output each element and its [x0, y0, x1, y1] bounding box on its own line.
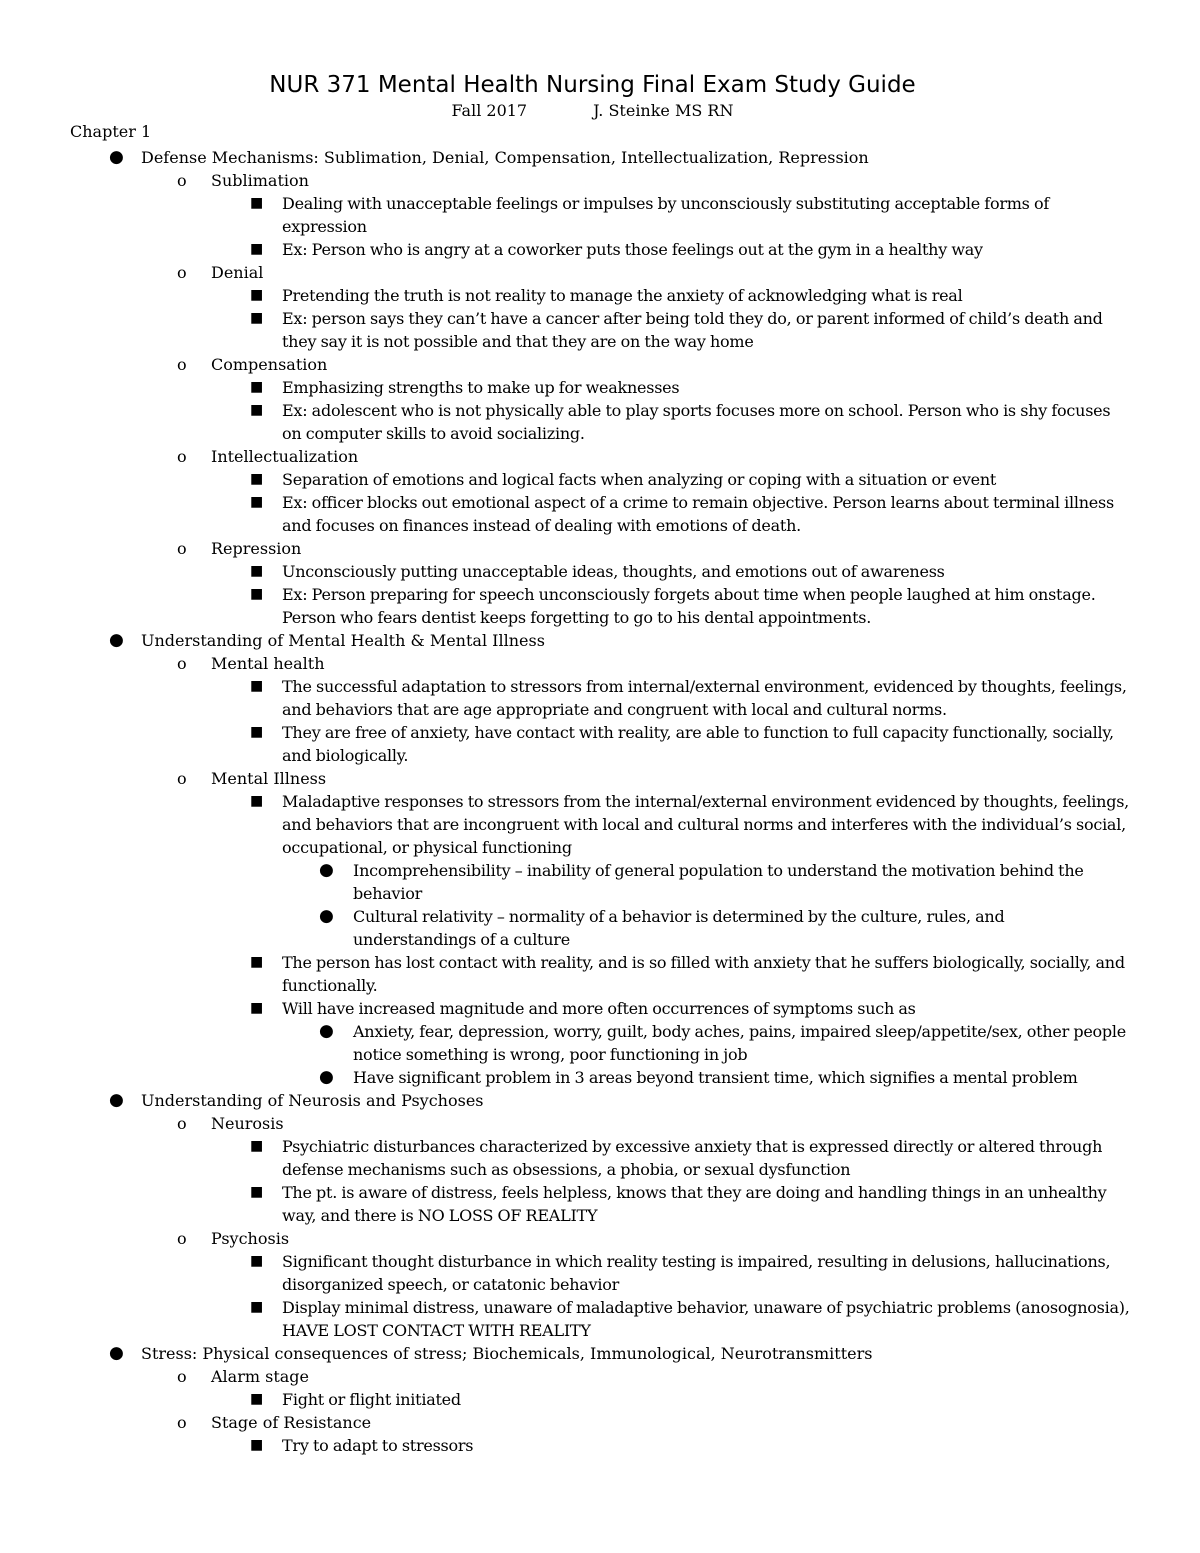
list-item	[0, 376, 1200, 399]
bullet-icon: ●	[109, 1090, 124, 1110]
list-item	[0, 399, 1200, 445]
list-item	[0, 1365, 1200, 1388]
circle-bullet-icon: o	[177, 355, 187, 374]
square-bullet-icon: ■	[250, 287, 264, 303]
circle-bullet-icon: o	[177, 171, 187, 190]
section-heading: Stress: Physical consequences of stress; Biochemicals, Immunological, Neurotransmitters	[141, 1344, 873, 1363]
square-bullet-icon: ■	[250, 379, 264, 395]
list-item	[0, 491, 1200, 537]
square-bullet-icon: ■	[250, 1253, 264, 1269]
list-item	[0, 445, 1200, 468]
bullet-icon: ●	[319, 1067, 334, 1087]
bullet-icon: ●	[109, 630, 124, 650]
list-item	[0, 652, 1200, 675]
circle-bullet-icon: o	[177, 1114, 187, 1133]
square-bullet-icon: ■	[250, 1391, 264, 1407]
subsection-heading: Compensation	[211, 355, 328, 374]
list-item-text: Ex: Person preparing for speech unconsciously forgets about time when people laughed at him onstage. Person who fears dentist keeps forgetting to go to his dental appointments.	[282, 585, 1096, 627]
chapter-heading: Chapter 1	[70, 122, 152, 141]
list-item	[0, 629, 1200, 652]
list-item-text: Ex: adolescent who is not physically able to play sports focuses more on school. Person who is shy focuses on computer skills to avoid socializing.	[282, 401, 1111, 443]
list-item	[0, 1181, 1200, 1227]
circle-bullet-icon: o	[177, 263, 187, 282]
list-item	[0, 537, 1200, 560]
list-item	[0, 951, 1200, 997]
list-item	[0, 1020, 1200, 1066]
square-bullet-icon: ■	[250, 1437, 264, 1453]
square-bullet-icon: ■	[250, 1299, 264, 1315]
subsection-heading: Psychosis	[211, 1229, 290, 1248]
list-item-text: Will have increased magnitude and more often occurrences of symptoms such as	[282, 999, 916, 1018]
list-item	[0, 583, 1200, 629]
document-title: NUR 371 Mental Health Nursing Final Exam Study Guide	[269, 72, 916, 98]
list-item-text: Maladaptive responses to stressors from the internal/external environment evidenced by thoughts, feelings, and behaviors that are incongruent with local and cultural norms and interferes with the individual’s social, occupational, or physical functioning	[282, 792, 1129, 857]
list-item	[0, 721, 1200, 767]
circle-bullet-icon: o	[177, 1367, 187, 1386]
circle-bullet-icon: o	[177, 447, 187, 466]
list-item-text: The pt. is aware of distress, feels helpless, knows that they are doing and handling things in an unhealthy way, and there is NO LOSS OF REALITY	[282, 1183, 1107, 1225]
list-item	[0, 1434, 1200, 1457]
square-bullet-icon: ■	[250, 310, 264, 326]
list-item	[0, 1411, 1200, 1434]
square-bullet-icon: ■	[250, 724, 264, 740]
list-item	[0, 997, 1200, 1020]
list-item	[0, 560, 1200, 583]
square-bullet-icon: ■	[250, 1184, 264, 1200]
list-item	[0, 192, 1200, 238]
list-item	[0, 1388, 1200, 1411]
list-item-text: Pretending the truth is not reality to manage the anxiety of acknowledging what is real	[282, 286, 963, 305]
list-item	[0, 1112, 1200, 1135]
list-item	[0, 284, 1200, 307]
list-item-text: Significant thought disturbance in which reality testing is impaired, resulting in delusions, hallucinations, disorganized speech, or catatonic behavior	[282, 1252, 1111, 1294]
subsection-heading: Intellectualization	[211, 447, 359, 466]
list-item	[0, 790, 1200, 859]
subsection-heading: Repression	[211, 539, 302, 558]
section-heading: Understanding of Neurosis and Psychoses	[141, 1091, 484, 1110]
square-bullet-icon: ■	[250, 1000, 264, 1016]
list-item-text: They are free of anxiety, have contact with reality, are able to function to full capacity functionally, socially, and biologically.	[282, 723, 1114, 765]
list-item	[0, 1342, 1200, 1365]
list-item-text: Psychiatric disturbances characterized by excessive anxiety that is expressed directly or altered through defense mechanisms such as obsessions, a phobia, or sexual dysfunction	[282, 1137, 1103, 1179]
list-item	[0, 261, 1200, 284]
subsection-heading: Mental health	[211, 654, 325, 673]
list-item-text: Have significant problem in 3 areas beyond transient time, which signifies a mental problem	[353, 1068, 1078, 1087]
square-bullet-icon: ■	[250, 402, 264, 418]
list-item	[0, 767, 1200, 790]
square-bullet-icon: ■	[250, 195, 264, 211]
subsection-heading: Alarm stage	[211, 1367, 310, 1386]
circle-bullet-icon: o	[177, 654, 187, 673]
circle-bullet-icon: o	[177, 1229, 187, 1248]
bullet-icon: ●	[319, 1021, 334, 1041]
square-bullet-icon: ■	[250, 494, 264, 510]
subsection-heading: Sublimation	[211, 171, 309, 190]
list-item-text: Emphasizing strengths to make up for weaknesses	[282, 378, 680, 397]
list-item-text: The person has lost contact with reality, and is so filled with anxiety that he suffers biologically, socially, and functionally.	[282, 953, 1125, 995]
list-item-text: Dealing with unacceptable feelings or impulses by unconsciously substituting acceptable forms of expression	[282, 194, 1049, 236]
list-item-text: Try to adapt to stressors	[282, 1436, 474, 1455]
list-item	[0, 859, 1200, 905]
list-item	[0, 238, 1200, 261]
square-bullet-icon: ■	[250, 586, 264, 602]
list-item-text: Unconsciously putting unacceptable ideas, thoughts, and emotions out of awareness	[282, 562, 945, 581]
list-item	[0, 1066, 1200, 1089]
list-item	[0, 1135, 1200, 1181]
list-item	[0, 675, 1200, 721]
bullet-icon: ●	[109, 1343, 124, 1363]
square-bullet-icon: ■	[250, 793, 264, 809]
list-item-text: Fight or flight initiated	[282, 1390, 461, 1409]
list-item	[0, 146, 1200, 169]
list-item-text: Cultural relativity – normality of a behavior is determined by the culture, rules, and understandings of a culture	[353, 907, 1005, 949]
circle-bullet-icon: o	[177, 539, 187, 558]
circle-bullet-icon: o	[177, 769, 187, 788]
list-item-text: Anxiety, fear, depression, worry, guilt, body aches, pains, impaired sleep/appetite/sex, other people notice something is wrong, poor functioning in job	[353, 1022, 1126, 1064]
section-heading: Understanding of Mental Health & Mental Illness	[141, 631, 545, 650]
list-item-text: Ex: Person who is angry at a coworker puts those feelings out at the gym in a healthy way	[282, 240, 983, 259]
square-bullet-icon: ■	[250, 954, 264, 970]
document-subtitle	[0, 101, 1185, 121]
list-item-text: Separation of emotions and logical facts when analyzing or coping with a situation or event	[282, 470, 997, 489]
list-item	[0, 905, 1200, 951]
list-item	[0, 468, 1200, 491]
list-item-text: Ex: person says they can’t have a cancer after being told they do, or parent informed of child’s death and they say it is not possible and that they are on the way home	[282, 309, 1103, 351]
square-bullet-icon: ■	[250, 563, 264, 579]
bullet-icon: ●	[109, 147, 124, 167]
list-item	[0, 1227, 1200, 1250]
list-item	[0, 307, 1200, 353]
list-item	[0, 1296, 1200, 1342]
subsection-heading: Neurosis	[211, 1114, 284, 1133]
subsection-heading: Denial	[211, 263, 264, 282]
list-item-text: Ex: officer blocks out emotional aspect of a crime to remain objective. Person learns about terminal illness and focuses on finances instead of dealing with emotions of death.	[282, 493, 1114, 535]
square-bullet-icon: ■	[250, 1138, 264, 1154]
bullet-icon: ●	[319, 860, 334, 880]
circle-bullet-icon: o	[177, 1413, 187, 1432]
square-bullet-icon: ■	[250, 471, 264, 487]
list-item	[0, 1089, 1200, 1112]
list-item-text: Incomprehensibility – inability of general population to understand the motivation behind the behavior	[353, 861, 1084, 903]
term-text: Fall 2017	[451, 101, 528, 120]
list-item-text: Display minimal distress, unaware of maladaptive behavior, unaware of psychiatric problems (anosognosia), HAVE LOST CONTACT WITH REALITY	[282, 1298, 1130, 1340]
list-item-text: The successful adaptation to stressors from internal/external environment, evidenced by thoughts, feelings, and behaviors that are age appropriate and congruent with local and cultural norms.	[282, 677, 1127, 719]
author-text: J. Steinke MS RN	[593, 101, 734, 120]
section-heading: Defense Mechanisms: Sublimation, Denial, Compensation, Intellectualization, Repression	[141, 148, 869, 167]
list-item	[0, 1250, 1200, 1296]
list-item	[0, 353, 1200, 376]
outline-list	[0, 146, 1200, 1457]
bullet-icon: ●	[319, 906, 334, 926]
square-bullet-icon: ■	[250, 678, 264, 694]
subsection-heading: Stage of Resistance	[211, 1413, 372, 1432]
square-bullet-icon: ■	[250, 241, 264, 257]
subsection-heading: Mental Illness	[211, 769, 327, 788]
list-item	[0, 169, 1200, 192]
